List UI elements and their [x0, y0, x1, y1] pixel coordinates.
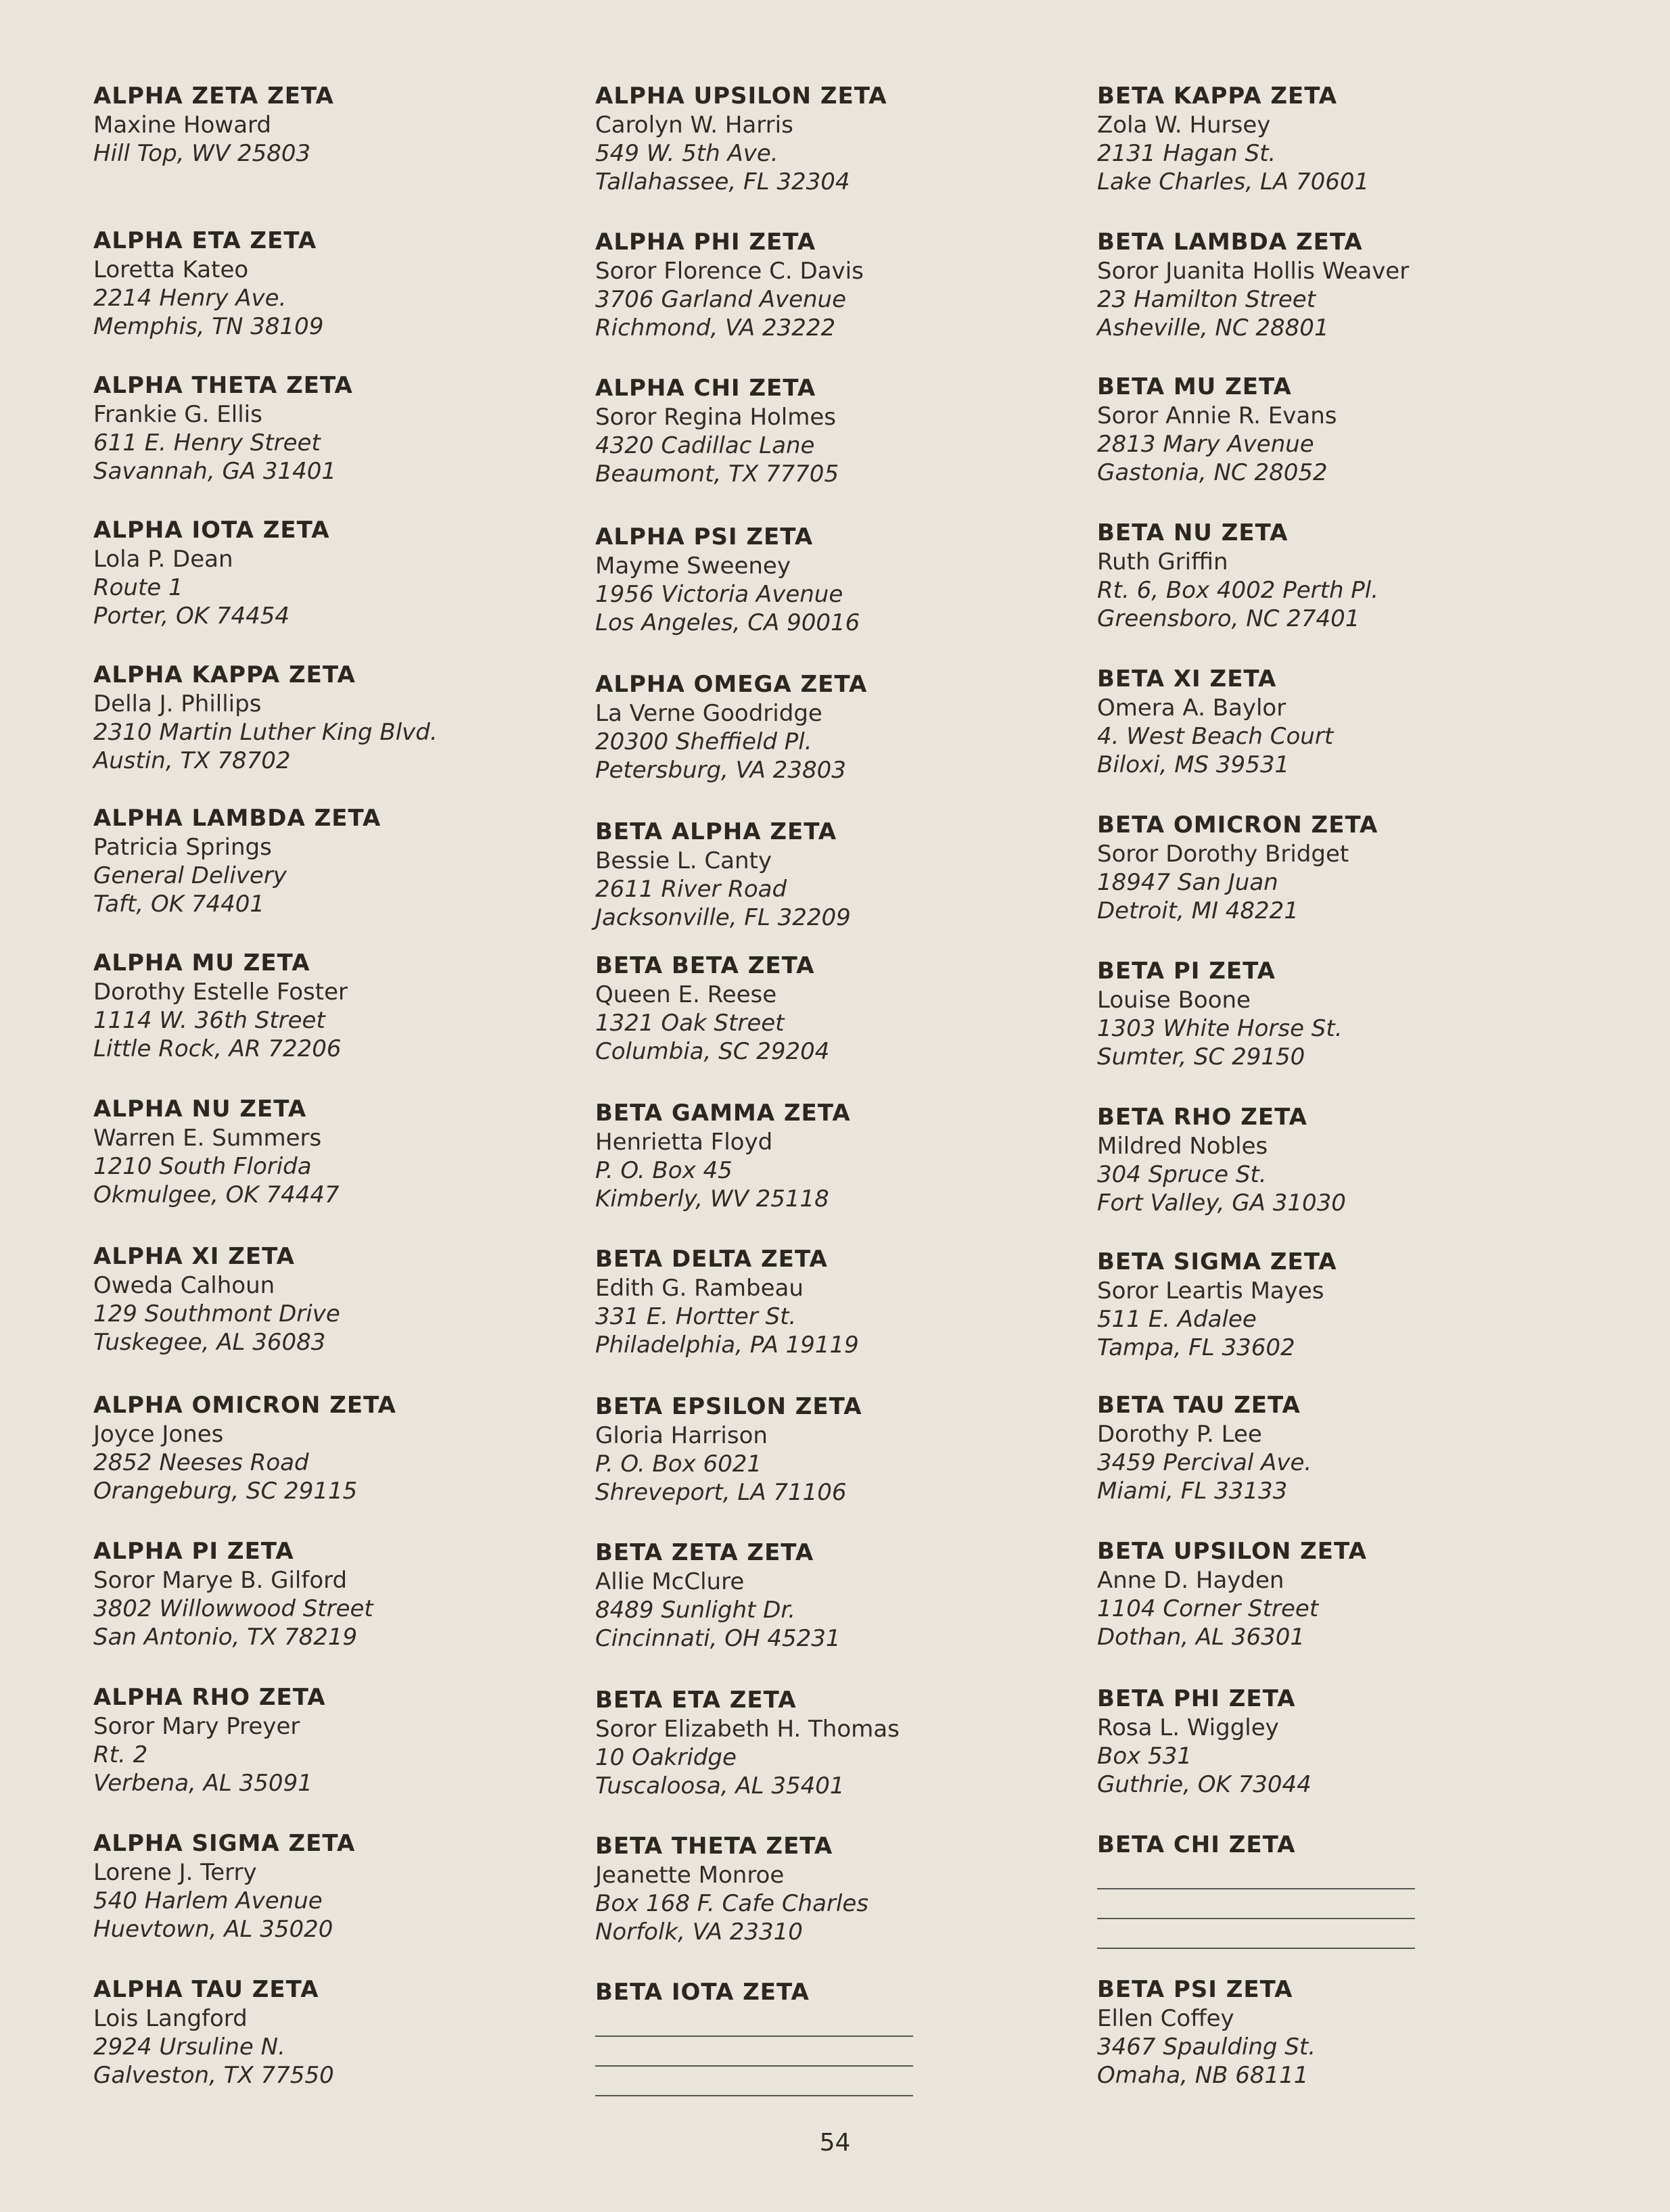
- address-line: 2131 Hagan St.: [1097, 140, 1276, 167]
- address-line: 611 E. Henry Street: [93, 429, 321, 456]
- contact-name: Mildred Nobles: [1097, 1133, 1268, 1160]
- address-line: Cincinnati, OH 45231: [595, 1625, 841, 1652]
- address-line: Rt. 6, Box 4002 Perth Pl.: [1097, 577, 1379, 604]
- chapter-name: ALPHA NU ZETA: [93, 1096, 307, 1123]
- address-line: Rt. 2: [93, 1741, 148, 1768]
- address-line: Tallahassee, FL 32304: [595, 168, 850, 195]
- address-line: Verbena, AL 35091: [93, 1770, 312, 1797]
- chapter-name: ALPHA IOTA ZETA: [93, 517, 330, 544]
- contact-name: Soror Elizabeth H. Thomas: [595, 1716, 900, 1743]
- contact-name: Lorene J. Terry: [93, 1859, 257, 1886]
- address-line: Memphis, TN 38109: [93, 313, 324, 340]
- address-line: Asheville, NC 28801: [1097, 314, 1329, 342]
- chapter-entry: [1097, 372, 1571, 487]
- address-line: Kimberly, WV 25118: [595, 1185, 829, 1213]
- contact-name: Anne D. Hayden: [1097, 1567, 1284, 1594]
- contact-name: Della J. Phillips: [93, 690, 262, 717]
- chapter-name: ALPHA THETA ZETA: [93, 372, 353, 399]
- chapter-name: BETA SIGMA ZETA: [1097, 1248, 1337, 1275]
- address-line: 2924 Ursuline N.: [93, 2033, 285, 2061]
- chapter-name: BETA OMICRON ZETA: [1097, 811, 1378, 839]
- address-line: 10 Oakridge: [595, 1744, 737, 1771]
- address-line: 2310 Martin Luther King Blvd.: [93, 719, 438, 746]
- chapter-entry: [93, 226, 567, 341]
- chapter-entry: [93, 1094, 567, 1209]
- address-line: 1303 White Horse St.: [1097, 1015, 1343, 1042]
- address-line: 2813 Mary Avenue: [1097, 431, 1314, 458]
- address-line: Savannah, GA 31401: [93, 458, 337, 485]
- contact-name: Rosa L. Wiggley: [1097, 1714, 1279, 1741]
- contact-name: Soror Dorothy Bridget: [1097, 841, 1349, 868]
- contact-name: Mayme Sweeney: [595, 552, 791, 580]
- chapter-name: BETA NU ZETA: [1097, 519, 1289, 546]
- address-line: Box 168 F. Cafe Charles: [595, 1890, 868, 1917]
- address-line: 2214 Henry Ave.: [93, 285, 287, 312]
- address-line: 304 Spruce St.: [1097, 1161, 1267, 1188]
- chapter-name: ALPHA ETA ZETA: [93, 227, 317, 254]
- contact-name: La Verne Goodridge: [595, 700, 822, 727]
- address-line: Dothan, AL 36301: [1097, 1624, 1305, 1651]
- contact-name: Gloria Harrison: [595, 1422, 768, 1449]
- chapter-name: ALPHA SIGMA ZETA: [93, 1830, 356, 1857]
- chapter-name: ALPHA KAPPA ZETA: [93, 661, 356, 688]
- contact-name: Dorothy Estelle Foster: [93, 979, 348, 1006]
- address-line: 3467 Spaulding St.: [1097, 2033, 1316, 2061]
- chapter-name: BETA XI ZETA: [1097, 665, 1277, 692]
- address-line: 549 W. 5th Ave.: [595, 140, 779, 167]
- chapter-entry: [93, 371, 567, 486]
- chapter-entry: [1097, 1830, 1571, 1949]
- address-line: Omaha, NB 68111: [1097, 2062, 1309, 2089]
- chapter-name: BETA IOTA ZETA: [595, 1979, 810, 2006]
- address-line: P. O. Box 45: [595, 1157, 733, 1184]
- address-line: Tampa, FL 33602: [1097, 1334, 1295, 1361]
- address-line: Los Angeles, CA 90016: [595, 609, 860, 636]
- chapter-name: ALPHA ZETA ZETA: [93, 83, 334, 110]
- address-line: 1210 South Florida: [93, 1153, 312, 1180]
- contact-name: Ruth Griffin: [1097, 548, 1228, 575]
- address-line: Norfolk, VA 23310: [595, 1919, 803, 1946]
- address-line: Route 1: [93, 574, 183, 601]
- chapter-name: ALPHA MU ZETA: [93, 949, 310, 976]
- chapter-name: ALPHA PI ZETA: [93, 1538, 294, 1565]
- chapter-name: ALPHA XI ZETA: [93, 1243, 295, 1270]
- address-line: Sumter, SC 29150: [1097, 1043, 1305, 1070]
- chapter-entry: [595, 817, 1069, 932]
- chapter-entry: [93, 1682, 567, 1797]
- address-line: Taft, OK 74401: [93, 891, 264, 918]
- chapter-name: BETA THETA ZETA: [595, 1833, 833, 1860]
- chapter-entry: [93, 803, 567, 918]
- address-line: 3706 Garland Avenue: [595, 286, 847, 313]
- chapter-name: ALPHA UPSILON ZETA: [595, 83, 887, 110]
- address-line: 1321 Oak Street: [595, 1010, 785, 1037]
- address-line: 1956 Victoria Avenue: [595, 581, 843, 608]
- contact-name: Bessie L. Canty: [595, 847, 772, 874]
- chapter-entry: [595, 669, 1069, 784]
- chapter-entry: [1097, 1975, 1571, 2090]
- chapter-name: ALPHA TAU ZETA: [93, 1976, 319, 2003]
- address-line: Okmulgee, OK 74447: [93, 1181, 340, 1208]
- contact-name: Soror Regina Holmes: [595, 404, 837, 431]
- chapter-entry: [93, 948, 567, 1063]
- chapter-entry: [595, 1831, 1069, 1946]
- chapter-name: ALPHA RHO ZETA: [93, 1684, 326, 1711]
- address-line: 4. West Beach Court: [1097, 723, 1334, 750]
- address-line: Petersburg, VA 23803: [595, 757, 846, 784]
- chapter-name: ALPHA PHI ZETA: [595, 229, 816, 256]
- contact-name: Edith G. Rambeau: [595, 1275, 804, 1302]
- chapter-entry: [1097, 1102, 1571, 1217]
- address-line: Box 531: [1097, 1743, 1192, 1770]
- chapter-entry: [1097, 227, 1571, 342]
- address-line: 331 E. Hortter St.: [595, 1303, 797, 1330]
- contact-name: Soror Florence C. Davis: [595, 258, 864, 285]
- address-line: 3802 Willowwood Street: [93, 1595, 373, 1622]
- address-line: 8489 Sunlight Dr.: [595, 1597, 796, 1624]
- contact-name: Soror Leartis Mayes: [1097, 1277, 1324, 1304]
- chapter-entry: [1097, 1390, 1571, 1505]
- chapter-entry: [93, 1829, 567, 1944]
- contact-name: Dorothy P. Lee: [1097, 1421, 1262, 1448]
- chapter-entry: [1097, 810, 1571, 925]
- address-line: 2852 Neeses Road: [93, 1449, 309, 1476]
- address-line: Detroit, MI 48221: [1097, 897, 1299, 924]
- chapter-entry: [93, 1242, 567, 1357]
- blank-line: [1097, 1919, 1415, 1949]
- contact-name: Loretta Kateo: [93, 256, 249, 283]
- chapter-entry: [1097, 518, 1571, 633]
- page-number: 54: [819, 2129, 851, 2157]
- address-line: 4320 Cadillac Lane: [595, 432, 815, 459]
- contact-name: Soror Annie R. Evans: [1097, 402, 1337, 429]
- address-line: 2611 River Road: [595, 876, 787, 903]
- address-line: Guthrie, OK 73044: [1097, 1771, 1312, 1798]
- chapter-entry: [595, 1244, 1069, 1359]
- chapter-entry: [1097, 1684, 1571, 1799]
- chapter-name: ALPHA PSI ZETA: [595, 523, 814, 550]
- chapter-entry: [595, 373, 1069, 488]
- address-line: Little Rock, AR 72206: [93, 1035, 342, 1062]
- chapter-name: BETA EPSILON ZETA: [595, 1393, 862, 1420]
- contact-name: Frankie G. Ellis: [93, 401, 262, 428]
- chapter-name: ALPHA OMICRON ZETA: [93, 1392, 396, 1419]
- chapter-name: ALPHA OMEGA ZETA: [595, 671, 868, 698]
- chapter-name: BETA UPSILON ZETA: [1097, 1538, 1367, 1565]
- chapter-name: BETA MU ZETA: [1097, 373, 1292, 400]
- chapter-entry: [595, 1538, 1069, 1653]
- contact-name: Henrietta Floyd: [595, 1129, 773, 1156]
- chapter-entry: [595, 1098, 1069, 1213]
- chapter-name: BETA LAMBDA ZETA: [1097, 229, 1363, 256]
- contact-name: Patricia Springs: [93, 834, 272, 861]
- contact-name: Ellen Coffey: [1097, 2005, 1234, 2032]
- contact-name: Louise Boone: [1097, 987, 1251, 1014]
- contact-name: Warren E. Summers: [93, 1125, 322, 1152]
- contact-name: Zola W. Hursey: [1097, 112, 1271, 139]
- contact-name: Maxine Howard: [93, 112, 271, 139]
- address-line: Gastonia, NC 28052: [1097, 459, 1328, 486]
- chapter-entry: [93, 1975, 567, 2090]
- contact-name: Joyce Jones: [93, 1421, 224, 1448]
- address-line: Beaumont, TX 77705: [595, 461, 839, 488]
- contact-name: Soror Marye B. Gilford: [93, 1567, 348, 1594]
- contact-name: Soror Juanita Hollis Weaver: [1097, 258, 1410, 285]
- address-line: Tuskegee, AL 36083: [93, 1329, 326, 1356]
- address-line: Austin, TX 78702: [93, 747, 291, 774]
- chapter-name: BETA CHI ZETA: [1097, 1831, 1296, 1858]
- chapter-entry: [93, 1390, 567, 1505]
- contact-name: Queen E. Reese: [595, 981, 777, 1008]
- contact-name: Carolyn W. Harris: [595, 112, 793, 139]
- chapter-name: BETA ETA ZETA: [595, 1687, 797, 1714]
- address-line: Greensboro, NC 27401: [1097, 605, 1360, 632]
- address-line: Hill Top, WV 25803: [93, 140, 311, 167]
- chapter-name: BETA GAMMA ZETA: [595, 1100, 851, 1127]
- address-line: Jacksonville, FL 32209: [595, 904, 851, 931]
- blank-line: [595, 2067, 913, 2096]
- address-line: Porter, OK 74454: [93, 603, 290, 630]
- address-line: Biloxi, MS 39531: [1097, 751, 1290, 778]
- address-line: 129 Southmont Drive: [93, 1300, 340, 1327]
- address-line: 20300 Sheffield Pl.: [595, 728, 812, 755]
- chapter-name: BETA PHI ZETA: [1097, 1685, 1296, 1712]
- chapter-entry: [93, 660, 567, 775]
- address-line: Fort Valley, GA 31030: [1097, 1190, 1346, 1217]
- address-line: Huevtown, AL 35020: [93, 1916, 333, 1943]
- address-line: 3459 Percival Ave.: [1097, 1449, 1312, 1476]
- chapter-name: BETA ALPHA ZETA: [595, 818, 837, 845]
- address-line: Philadelphia, PA 19119: [595, 1332, 859, 1359]
- address-line: Miami, FL 33133: [1097, 1478, 1288, 1505]
- chapter-entry: [595, 1977, 1069, 2096]
- chapter-entry: [1097, 1536, 1571, 1651]
- chapter-entry: [1097, 1247, 1571, 1362]
- chapter-entry: [595, 951, 1069, 1066]
- chapter-name: ALPHA LAMBDA ZETA: [93, 805, 381, 832]
- blank-line: [1097, 1889, 1415, 1919]
- chapter-entry: [93, 81, 567, 168]
- chapter-name: BETA BETA ZETA: [595, 952, 815, 979]
- chapter-name: BETA RHO ZETA: [1097, 1104, 1307, 1131]
- chapter-name: BETA ZETA ZETA: [595, 1539, 814, 1566]
- blank-line: [1097, 1860, 1415, 1889]
- address-line: Tuscaloosa, AL 35401: [595, 1772, 845, 1799]
- chapter-entry: [93, 1536, 567, 1651]
- address-line: 23 Hamilton Street: [1097, 286, 1316, 313]
- contact-name: Soror Mary Preyer: [93, 1713, 300, 1740]
- contact-name: Lola P. Dean: [93, 546, 233, 573]
- chapter-name: BETA KAPPA ZETA: [1097, 83, 1338, 110]
- address-line: Columbia, SC 29204: [595, 1038, 830, 1065]
- chapter-entry: [595, 1392, 1069, 1507]
- blank-line: [595, 2007, 913, 2037]
- contact-name: Allie McClure: [595, 1568, 745, 1595]
- chapter-name: ALPHA CHI ZETA: [595, 375, 816, 402]
- address-line: 1104 Corner Street: [1097, 1595, 1319, 1622]
- chapter-name: BETA PI ZETA: [1097, 958, 1276, 985]
- address-line: P. O. Box 6021: [595, 1451, 762, 1478]
- address-line: General Delivery: [93, 862, 287, 889]
- address-line: Orangeburg, SC 29115: [93, 1478, 358, 1505]
- address-line: Galveston, TX 77550: [93, 2062, 334, 2089]
- address-line: 18947 San Juan: [1097, 869, 1278, 896]
- address-line: 511 E. Adalee: [1097, 1306, 1257, 1333]
- chapter-name: BETA DELTA ZETA: [595, 1246, 828, 1273]
- chapter-entry: [595, 522, 1069, 637]
- chapter-entry: [1097, 664, 1571, 779]
- chapter-entry: [1097, 81, 1571, 196]
- contact-name: Oweda Calhoun: [93, 1272, 275, 1299]
- address-line: San Antonio, TX 78219: [93, 1624, 358, 1651]
- chapter-entry: [595, 81, 1069, 196]
- chapter-entry: [1097, 956, 1571, 1071]
- address-line: 540 Harlem Avenue: [93, 1887, 323, 1914]
- address-line: Lake Charles, LA 70601: [1097, 168, 1370, 195]
- address-line: Shreveport, LA 71106: [595, 1479, 847, 1506]
- contact-name: Jeanette Monroe: [595, 1862, 785, 1889]
- chapter-name: BETA PSI ZETA: [1097, 1976, 1293, 2003]
- contact-name: Omera A. Baylor: [1097, 695, 1286, 722]
- contact-name: Lois Langford: [93, 2005, 248, 2032]
- chapter-entry: [93, 515, 567, 630]
- chapter-entry: [595, 227, 1069, 342]
- address-line: Richmond, VA 23222: [595, 314, 836, 342]
- blank-line: [595, 2037, 913, 2067]
- chapter-name: BETA TAU ZETA: [1097, 1392, 1301, 1419]
- chapter-entry: [595, 1685, 1069, 1800]
- address-line: 1114 W. 36th Street: [93, 1007, 325, 1034]
